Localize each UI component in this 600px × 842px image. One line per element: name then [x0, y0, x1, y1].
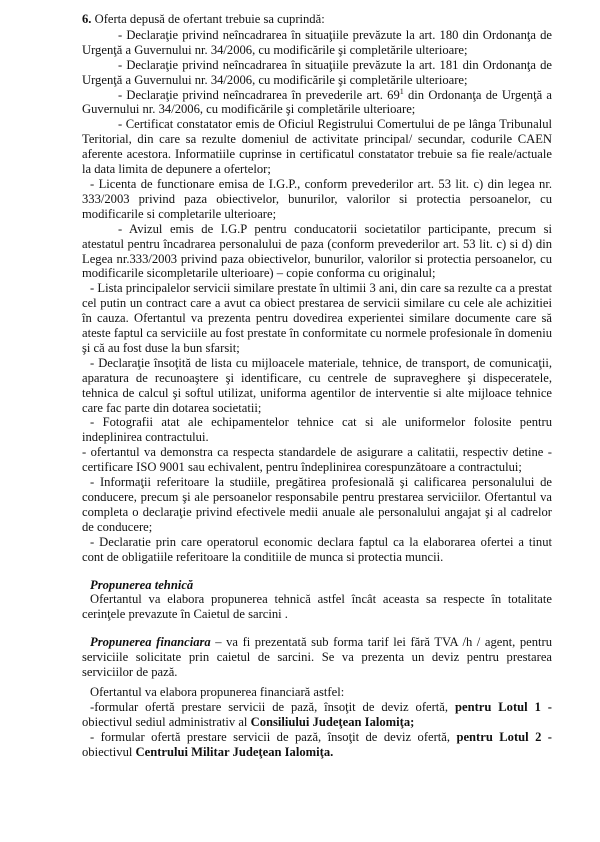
lot1-beneficiary: Consiliului Judeţean Ialomiţa;	[250, 714, 415, 729]
lot1-label: pentru Lotul 1 -	[454, 699, 552, 714]
lot2-text: obiectivul	[82, 744, 136, 759]
lot1-text: obiectivul sediul administrativ al	[82, 714, 251, 729]
list-item: - Certificat constatator emis de Oficiul Registrului Comertului de pe lânga Tribunalul Teritorial, din care sa rezulte domeniul de activitate principal/ secundar, codurile CAEN aferente acestora. Informatiile cuprinse in certificatul constatator trebuie sa fie reale/actuale la data limita de depunere a ofertelor;	[82, 117, 552, 177]
section-number: 6.	[82, 12, 92, 26]
tech-title: Propunerea tehnică	[90, 577, 194, 592]
list-item: - Licenta de functionare emisa de I.G.P., conform prevederilor art. 53 lit. c) din legea nr. 333/2003 privind paza obiectivelor, bunurilor, valorilor si protectia persoanelor, cu modificarile si completarile ulterioare;	[82, 176, 552, 221]
list-item: - ofertantul va demonstra ca respecta standardele de asigurare a calitatii, respectiv detine -certificare ISO 9001 sau echivalent, pentru îndeplinirea corespunzătoare a contractului;	[82, 445, 552, 475]
lot1-line	[82, 700, 552, 730]
list-item-text: din Ordonanţa de Urgenţă a Guvernului nr. 34/2006, cu modificările şi completările ulterioare;	[82, 87, 552, 117]
lot2-beneficiary: Centrului Militar Judeţean Ialomiţa.	[135, 744, 334, 759]
lot2-text: - formular ofertă prestare servicii de pază, însoţit de deviz ofertă,	[90, 729, 457, 744]
section-intro: Oferta depusă de ofertant trebuie sa cuprindă:	[94, 12, 325, 26]
list-item: - Declaraţie însoţită de lista cu mijloacele materiale, tehnice, de transport, de comunicaţii, aparatura de recunoaştere şi identificare, cu centrele de supraveghere şi dispeceratele, tehnica de calcul şi softul utilizat, uniforma agentilor de interventie si alte mijloace tehnice care fac parte din dotarea societatii;	[82, 355, 552, 415]
spacer	[82, 565, 552, 578]
spacer	[82, 622, 552, 635]
list-item: - Fotografii atat ale echipamentelor tehnice cat si ale uniformelor folosite pentru indeplinirea contractului.	[82, 415, 552, 445]
fin-paragraph	[82, 635, 552, 680]
lot1-text: -formular ofertă prestare servicii de pază, însoţit de deviz ofertă,	[90, 699, 455, 714]
list-item	[82, 88, 552, 118]
list-item-text: - Declaraţie privind neîncadrarea în prevederile art. 69	[118, 87, 400, 102]
fin-text: – va fi prezentată sub forma tarif lei fără TVA /h / agent, pentru serviciile solicitate prin caietul de sarcini. Se va prezenta un deviz pentru prestarea serviciilor de pază.	[82, 635, 552, 680]
tech-text: Ofertantul va elabora propunerea tehnică astfel încât aceasta sa respecte în totalitate cerinţele prevazute în Caietul de sarcini .	[82, 592, 552, 622]
fin-text2: Ofertantul va elabora propunerea financiară astfel:	[90, 684, 345, 699]
section-heading	[82, 12, 552, 27]
list-item: - Declaratie prin care operatorul economic declara faptul ca la elaborarea ofertei a tinut cont de obligatiile referitoare la conditiile de munca si protectia muncii.	[82, 534, 552, 564]
fin-title: Propunerea financiara	[90, 635, 211, 650]
list-item: - Lista principalelor servicii similare prestate în ultimii 3 ani, din care sa rezulte ca a prestat cel putin un contract care a avut ca obiect prestarea de servicii similare cu cele ale achizitiei în cauza. Ofertantul va prezenta pentru dovedirea experientei similare documente care să ateste faptul ca serviciile au fost prestate în conformitate cu normele profesionale în domeniu şi că au fost duse la bun sfarsit;	[82, 281, 552, 355]
lot2-label: pentru Lotul 2 -	[456, 729, 552, 744]
lot2-line	[82, 730, 552, 760]
list-item: - Informaţii referitoare la studiile, pregătirea profesională şi calificarea personalului de conducere, precum şi ale persoanelor responsabile pentru prestarea serviciilor. Ofertantul va completa o declaraţie privind efectivele medii anuale ale personalului angajat şi al cadrelor de conducere;	[82, 475, 552, 534]
list-item: - Declaraţie privind neîncadrarea în situaţiile prevăzute la art. 181 din Ordonanţa de Urgenţă a Guvernului nr. 34/2006, cu modificările şi completările ulterioare;	[82, 57, 552, 87]
list-item: - Avizul emis de I.G.P pentru conducatorii societatilor participante, precum si atestatul pentru încadrarea personalului de paza (conform prevederilor art. 53 lit. c) si d) din Legea nr.333/2003 privind paza obiectivelor, bunurilor, valorilor si protectia persoanelor, cu modificarile sicompletarile ulterioare) – copie conforma cu originalul;	[82, 221, 552, 281]
superscript: 1	[399, 86, 404, 96]
list-item: - Declaraţie privind neîncadrarea în situaţiile prevăzute la art. 180 din Ordonanţa de Urgenţă a Guvernului nr. 34/2006, cu modificările şi completările ulterioare;	[82, 27, 552, 57]
